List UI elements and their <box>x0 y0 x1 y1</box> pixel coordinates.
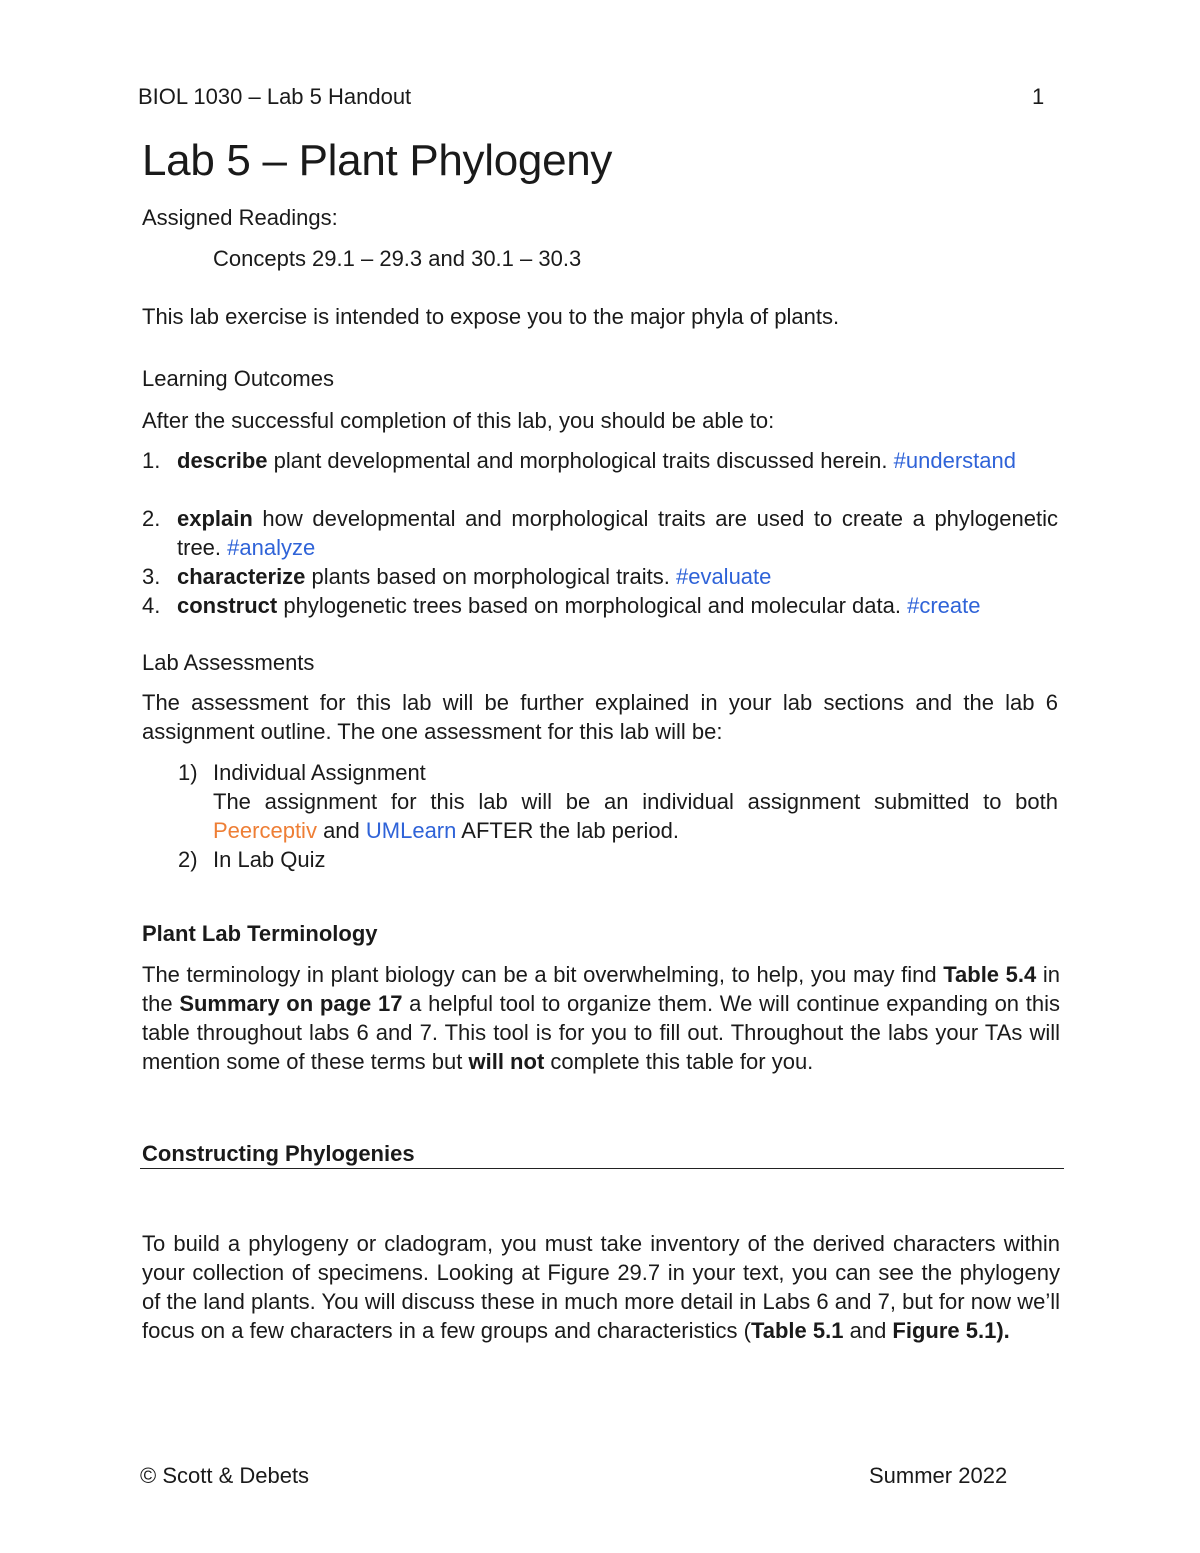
umlearn-link[interactable]: UMLearn <box>365 818 457 843</box>
outcome-item <box>142 562 1058 591</box>
outcomes-lead: After the successful completion of this lab, you should be able to: <box>142 408 775 433</box>
outcome-tag: #evaluate <box>675 564 772 589</box>
assessment-label: Individual Assignment <box>213 760 426 785</box>
outcome-tag: #create <box>907 593 981 618</box>
terminology-paragraph: The terminology in plant biology can be a bit overwhelming, to help, you may find Table 5.4 in the Summary on page 17 a helpful tool to organize them. We will continue expanding on this table throughout labs 6 and 7. This tool is for you to fill out. Throughout the labs your TAs will mention some of these terms but will not complete this table for you. <box>142 962 1060 1074</box>
list-number: 1. <box>142 448 161 473</box>
footer-copyright: © Scott & Debets <box>140 1463 310 1488</box>
assessment-description: The assignment for this lab will be an individual assignment submitted to both Peerceptiv and UMLearn AFTER the lab period. <box>213 789 1058 843</box>
assessment-label: In Lab Quiz <box>213 847 326 872</box>
outcome-tag: #analyze <box>227 535 316 560</box>
outcome-item <box>142 591 1058 620</box>
outcomes-heading: Learning Outcomes <box>142 366 334 391</box>
outcome-verb: construct <box>177 593 278 618</box>
list-number: 4. <box>142 593 161 618</box>
outcome-verb: describe <box>177 448 268 473</box>
outcome-verb: explain <box>177 506 253 531</box>
list-number: 3. <box>142 564 161 589</box>
intro-paragraph: This lab exercise is intended to expose you to the major phyla of plants. <box>142 304 840 329</box>
assessments-intro: The assessment for this lab will be further explained in your lab sections and the lab 6 assignment outline. The one assessment for this lab will be: <box>142 690 1058 744</box>
outcome-item <box>142 504 1058 562</box>
list-number: 2) <box>178 847 198 872</box>
outcome-verb: characterize <box>177 564 306 589</box>
readings-concepts: Concepts 29.1 – 29.3 and 30.1 – 30.3 <box>213 246 582 271</box>
page-number: 1 <box>1032 84 1045 109</box>
constructing-paragraph: To build a phylogeny or cladogram, you must take inventory of the derived characters within your collection of specimens. Looking at Figure 29.7 in your text, you can see the phylogeny of the land plants. You will discuss these in much more detail in Labs 6 and 7, but for now we’ll focus on a few characters in a few groups and characteristics (Table 5.1 and Figure 5.1). <box>142 1231 1060 1343</box>
outcome-text: plant developmental and morphological traits discussed herein. <box>267 448 894 473</box>
outcome-item <box>142 446 1058 475</box>
outcome-text: plants based on morphological traits. <box>305 564 676 589</box>
list-number: 1) <box>178 760 198 785</box>
outcome-text: how developmental and morphological traits are used to create a phylogenetic tree. <box>177 506 1058 560</box>
peerceptiv-link[interactable]: Peerceptiv <box>213 818 317 843</box>
readings-label: Assigned Readings: <box>142 205 338 230</box>
constructing-heading: Constructing Phylogenies <box>142 1141 415 1166</box>
assessments-heading: Lab Assessments <box>142 650 315 675</box>
terminology-heading: Plant Lab Terminology <box>142 921 378 946</box>
page-title: Lab 5 – Plant Phylogeny <box>142 136 613 185</box>
outcome-text: phylogenetic trees based on morphological and molecular data. <box>277 593 908 618</box>
heading-underline <box>140 1168 1064 1169</box>
outcome-tag: #understand <box>893 448 1016 473</box>
footer-term: Summer 2022 <box>869 1463 1008 1488</box>
list-number: 2. <box>142 506 161 531</box>
running-header: BIOL 1030 – Lab 5 Handout <box>138 84 412 109</box>
